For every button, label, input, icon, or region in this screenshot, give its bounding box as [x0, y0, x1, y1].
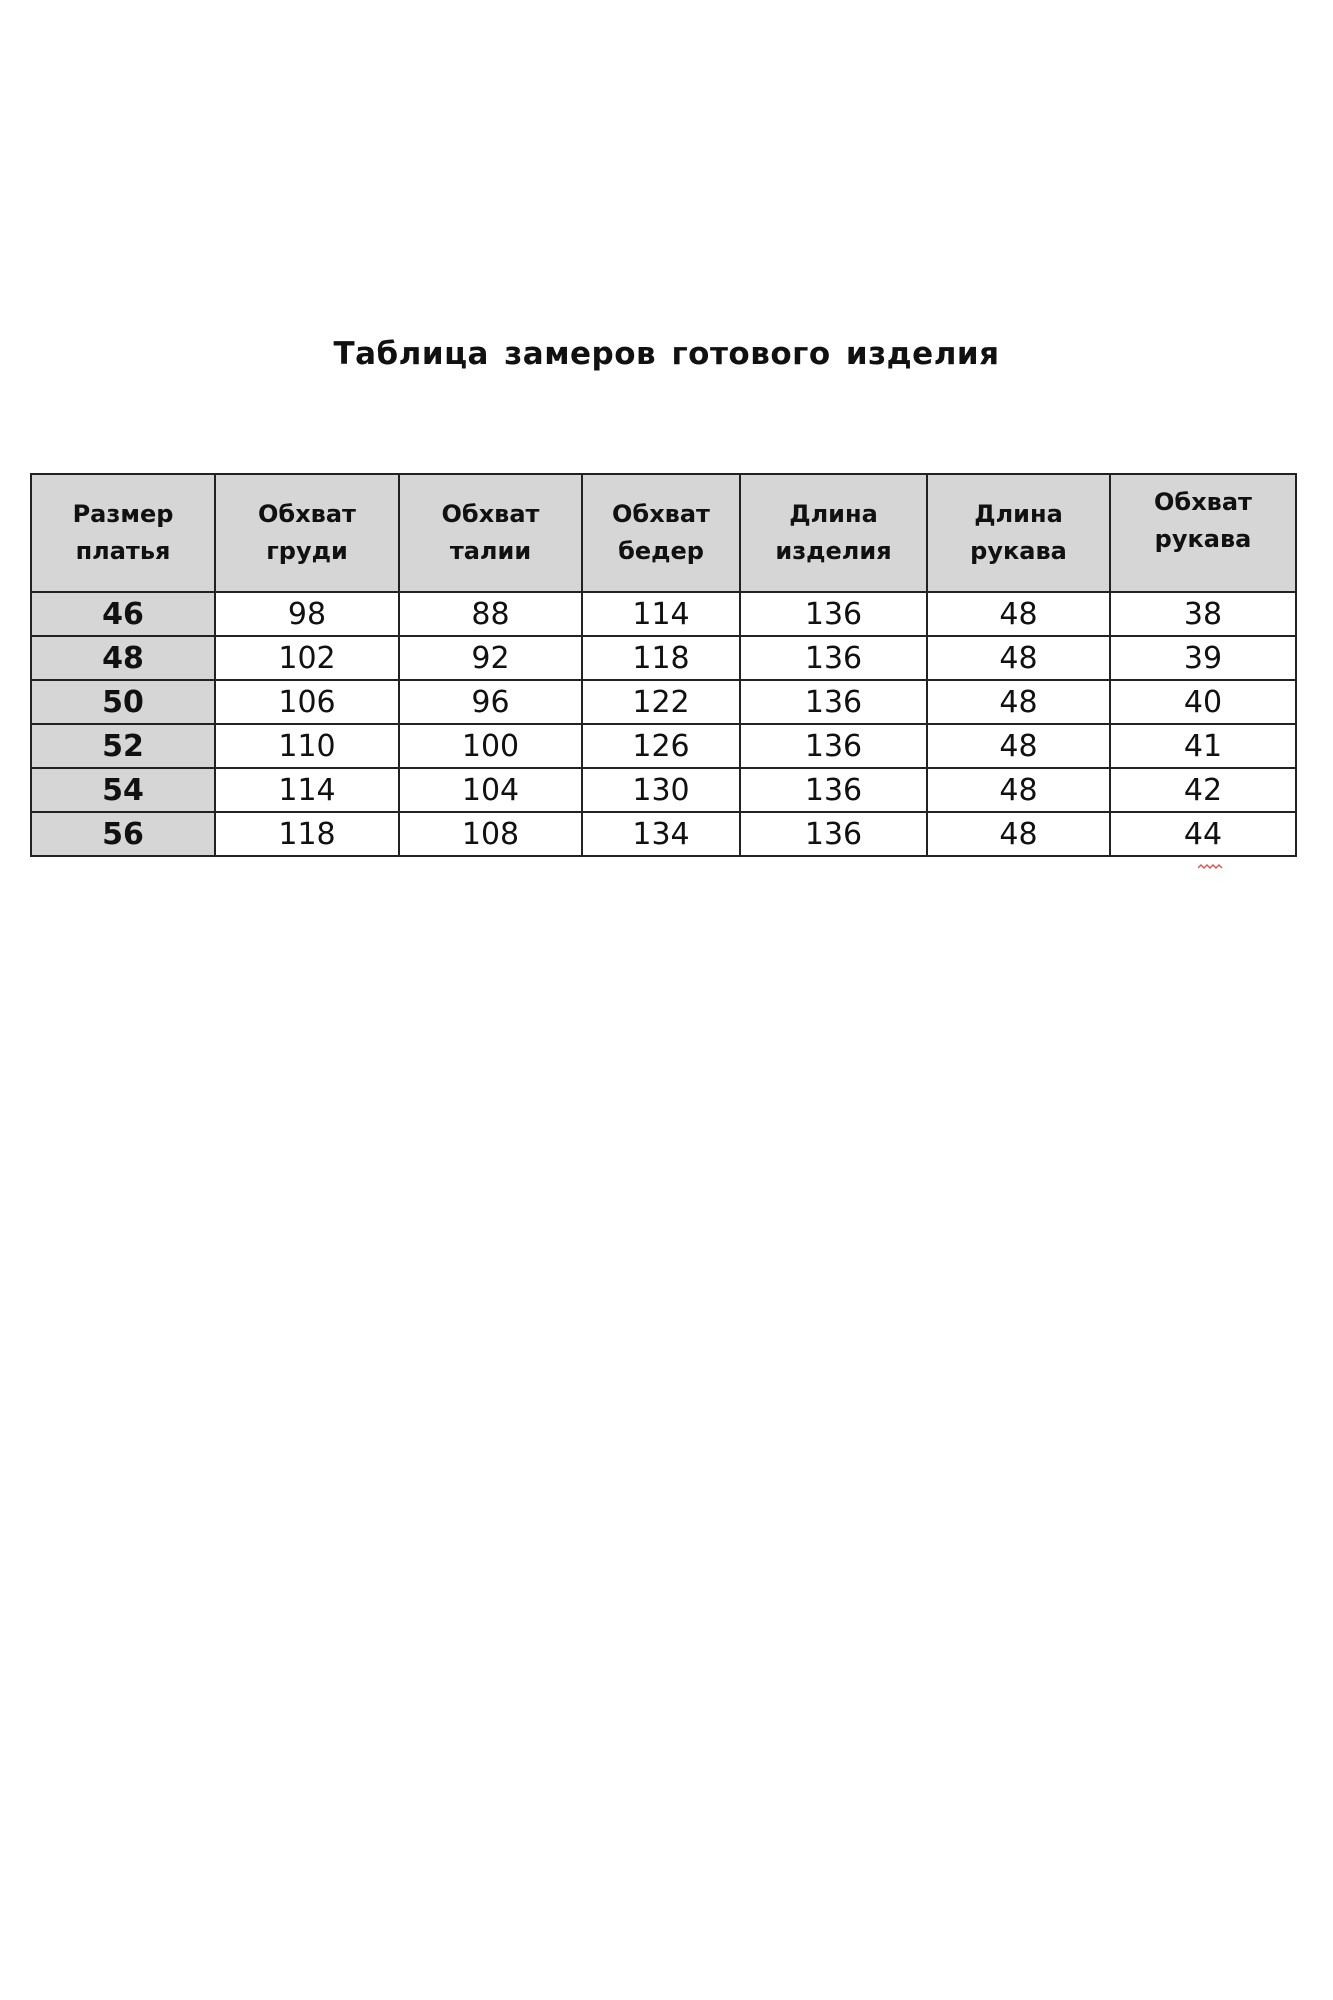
header-text: рукава — [970, 537, 1067, 565]
cell-size: 46 — [31, 592, 215, 636]
cell-hips: 126 — [582, 724, 740, 768]
table-row — [31, 768, 1296, 812]
header-text: талии — [449, 537, 532, 565]
header-cell-hips — [582, 474, 740, 592]
cell-size: 56 — [31, 812, 215, 856]
cell-sleeve-girth: 44 — [1110, 812, 1296, 856]
table-row — [31, 680, 1296, 724]
cell-chest: 106 — [215, 680, 399, 724]
cell-length: 136 — [740, 592, 927, 636]
cell-length: 136 — [740, 680, 927, 724]
header-text: бедер — [618, 537, 704, 565]
cell-hips: 122 — [582, 680, 740, 724]
header-text: рукава — [1154, 525, 1252, 553]
cell-waist: 104 — [399, 768, 582, 812]
header-text: Размер — [72, 500, 174, 528]
size-chart-body — [31, 592, 1296, 856]
cell-size: 54 — [31, 768, 215, 812]
header-text: Длина — [789, 500, 878, 528]
table-row — [31, 592, 1296, 636]
cell-sleeve-girth: 39 — [1110, 636, 1296, 680]
cell-chest: 110 — [215, 724, 399, 768]
table-row — [31, 636, 1296, 680]
header-cell-sleeve-length — [927, 474, 1110, 592]
cell-sleeve-length: 48 — [927, 724, 1110, 768]
header-text: Обхват — [441, 500, 540, 528]
header-cell-chest — [215, 474, 399, 592]
cell-length: 136 — [740, 812, 927, 856]
cell-sleeve-length: 48 — [927, 768, 1110, 812]
cell-length: 136 — [740, 724, 927, 768]
cell-length: 136 — [740, 636, 927, 680]
cell-size: 50 — [31, 680, 215, 724]
header-cell-length — [740, 474, 927, 592]
cell-sleeve-girth: 38 — [1110, 592, 1296, 636]
cell-sleeve-length: 48 — [927, 636, 1110, 680]
cell-sleeve-length: 48 — [927, 680, 1110, 724]
cell-chest: 102 — [215, 636, 399, 680]
header-text: Длина — [974, 500, 1063, 528]
header-text: груди — [266, 537, 348, 565]
cell-sleeve-length: 48 — [927, 812, 1110, 856]
header-cell-sleeve-girth — [1110, 474, 1296, 592]
cell-hips: 114 — [582, 592, 740, 636]
cell-waist: 88 — [399, 592, 582, 636]
cell-waist: 92 — [399, 636, 582, 680]
header-text: Обхват — [258, 500, 356, 528]
size-chart-table — [30, 473, 1297, 857]
cell-waist: 96 — [399, 680, 582, 724]
spellcheck-underline — [1198, 864, 1224, 870]
page-title: Таблица замеров готового изделия — [333, 336, 1000, 372]
table-row — [31, 812, 1296, 856]
cell-sleeve-girth: 41 — [1110, 724, 1296, 768]
table-row — [31, 724, 1296, 768]
cell-hips: 130 — [582, 768, 740, 812]
header-row — [31, 474, 1296, 592]
cell-waist: 100 — [399, 724, 582, 768]
header-text: изделия — [775, 537, 892, 565]
cell-size: 52 — [31, 724, 215, 768]
cell-chest: 114 — [215, 768, 399, 812]
cell-sleeve-girth: 42 — [1110, 768, 1296, 812]
cell-length: 136 — [740, 768, 927, 812]
header-cell-size — [31, 474, 215, 592]
cell-hips: 134 — [582, 812, 740, 856]
cell-sleeve-girth: 40 — [1110, 680, 1296, 724]
header-text: платья — [75, 537, 171, 565]
header-text: Обхват — [612, 500, 710, 528]
cell-size: 48 — [31, 636, 215, 680]
cell-waist: 108 — [399, 812, 582, 856]
cell-hips: 118 — [582, 636, 740, 680]
cell-chest: 98 — [215, 592, 399, 636]
header-text: Обхват — [1154, 488, 1252, 516]
header-cell-waist — [399, 474, 582, 592]
cell-sleeve-length: 48 — [927, 592, 1110, 636]
cell-chest: 118 — [215, 812, 399, 856]
